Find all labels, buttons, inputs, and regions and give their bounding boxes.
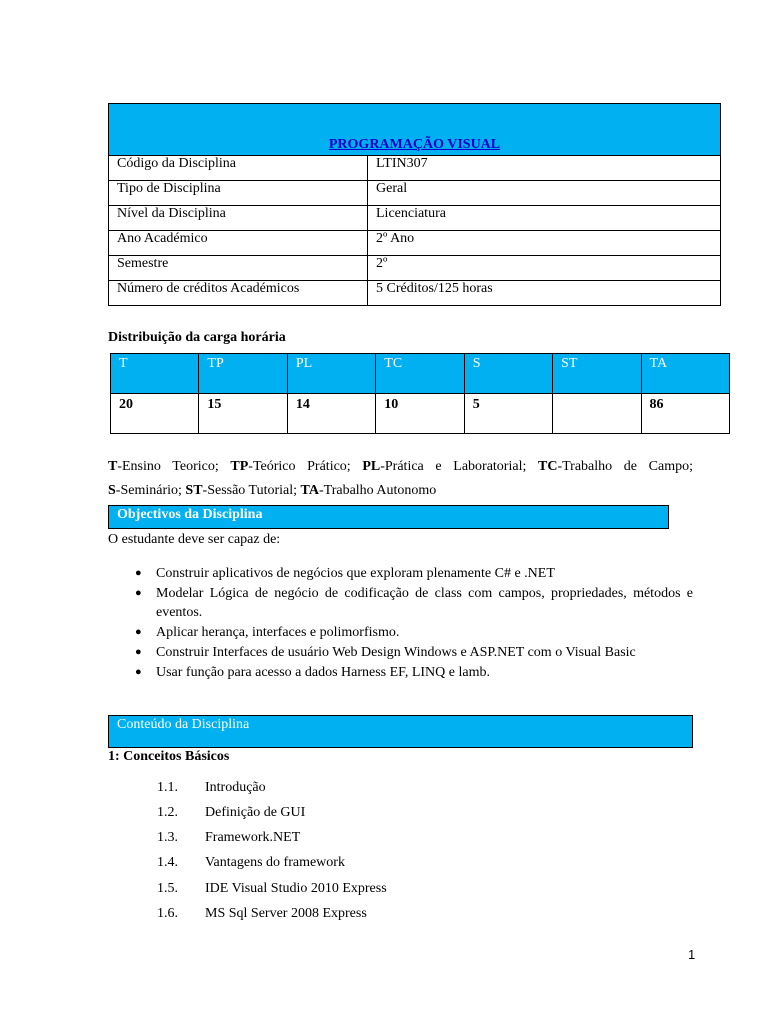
contents-heading: Conteúdo da Disciplina [108,715,693,748]
header-cell: PL [287,354,375,394]
distribution-header-row [111,354,730,394]
bullet-icon: ● [135,646,142,658]
page-number: 1 [688,947,696,962]
legend-abbr: PL [362,459,381,474]
header-cell: T [111,354,199,394]
course-title-cell [109,104,721,156]
row-label: Ano Académico [109,231,368,256]
legend-abbr: TA [300,483,319,498]
table-row [109,256,721,281]
legend-text: -Seminário; [115,483,186,498]
row-label: Número de créditos Académicos [109,281,368,306]
topic-number: 1.5. [157,881,178,896]
row-value: Licenciatura [368,206,721,231]
legend-abbr: S [108,483,116,498]
value-cell: 10 [376,394,464,434]
legend-abbr: T [108,459,118,474]
topic-item [157,830,300,846]
legend-line-1 [108,455,693,479]
row-value: 2º Ano [368,231,721,256]
list-item-text: Construir Interfaces de usuário Web Design Windows e ASP.NET com o Visual Basic [156,645,636,660]
list-item-text: Usar função para acesso a dados Harness EF, LINQ e lamb. [156,665,490,680]
objectives-heading: Objectivos da Disciplina [108,505,669,529]
header-cell: TC [376,354,464,394]
objectives-list [135,564,693,683]
row-label: Semestre [109,256,368,281]
list-item [135,643,693,662]
legend-line-2 [108,479,436,503]
value-cell: 5 [464,394,552,434]
value-cell: 86 [641,394,729,434]
objectives-intro: O estudante deve ser capaz de: [108,532,281,547]
list-item [135,663,693,682]
table-row [109,156,721,181]
legend-text: -Sessão Tutorial; [202,483,301,498]
list-item [135,584,693,622]
distribution-table [110,353,730,434]
list-item [135,623,693,642]
header-cell: TA [641,354,729,394]
bullet-icon: ● [135,567,142,579]
value-cell: 15 [199,394,287,434]
legend-abbr: ST [185,483,203,498]
table-row [109,181,721,206]
list-item-text: Aplicar herança, interfaces e polimorfismo. [156,625,400,640]
table-row [109,231,721,256]
legend-text: -Teórico Prático; [248,459,363,474]
course-info-table [108,103,721,306]
table-row [109,281,721,306]
row-label: Tipo de Disciplina [109,181,368,206]
row-value: Geral [368,181,721,206]
bullet-icon: ● [135,626,142,638]
topic-number: 1.4. [157,855,178,870]
row-value: 5 Créditos/125 horas [368,281,721,306]
value-cell: 20 [111,394,199,434]
header-cell: TP [199,354,287,394]
header-cell: ST [553,354,641,394]
distribution-title: Distribuição da carga horária [108,330,286,345]
topic-text: Vantagens do framework [205,855,345,870]
topic-number: 1.1. [157,780,178,795]
row-label: Nível da Disciplina [109,206,368,231]
row-value: 2º [368,256,721,281]
topic-text: Definição de GUI [205,805,306,820]
list-item-text: Construir aplicativos de negócios que exploram plenamente C# e .NET [156,566,555,581]
legend-text: -Prática e Laboratorial; [380,459,538,474]
list-item [135,564,693,583]
legend-abbr: TC [538,459,558,474]
bullet-icon: ● [135,666,142,678]
topic-item [157,881,387,897]
value-cell [553,394,641,434]
distribution-value-row [111,394,730,434]
header-cell: S [464,354,552,394]
legend-text: -Trabalho de Campo; [557,459,693,474]
row-label: Código da Disciplina [109,156,368,181]
topic-item [157,780,266,796]
topic-item [157,855,345,871]
topic-item [157,906,367,922]
topic-item [157,805,305,821]
legend-abbr: TP [230,459,249,474]
bullet-icon: ● [135,587,142,599]
topic-text: MS Sql Server 2008 Express [205,906,367,921]
list-item-text: Modelar Lógica de negócio de codificação de class com campos, propriedades, métodos e eventos. [156,586,693,620]
topic-number: 1.2. [157,805,178,820]
topic-text: Introdução [205,780,266,795]
topic-number: 1.3. [157,830,178,845]
course-title: PROGRAMAÇÃO VISUAL [328,137,501,152]
legend-text: -Trabalho Autonomo [318,483,437,498]
legend-text: -Ensino Teorico; [117,459,231,474]
row-value: LTIN307 [368,156,721,181]
topic-text: IDE Visual Studio 2010 Express [205,881,387,896]
value-cell: 14 [287,394,375,434]
topic-number: 1.6. [157,906,178,921]
table-row [109,206,721,231]
topic-text: Framework.NET [205,830,301,845]
contents-section-title: 1: Conceitos Básicos [108,749,230,764]
